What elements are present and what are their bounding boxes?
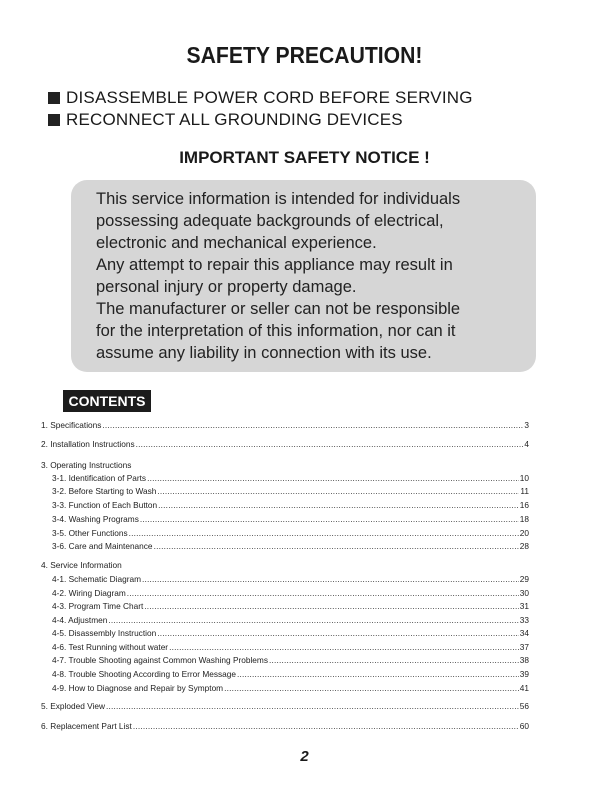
toc-entry[interactable]: 3-5. Other Functions ..... 20 <box>52 528 529 538</box>
warning-item <box>48 88 473 108</box>
notice-line: electronic and mechanical experience. <box>96 234 377 252</box>
notice-line: The manufacturer or seller can not be responsible <box>96 300 461 318</box>
toc-entry-exploded-view[interactable]: 5. Exploded View ..... 56 <box>41 701 529 711</box>
contents-heading: CONTENTS <box>63 390 151 412</box>
toc-entry[interactable]: 4-4. Adjustmen ..... 33 <box>52 615 529 625</box>
toc-section-operating[interactable]: 3. Operating Instructions <box>41 460 132 470</box>
notice-line: personal injury or property damage. <box>96 278 357 296</box>
toc-entry[interactable]: 4-8. Trouble Shooting According to Error Message ..... 39 <box>52 669 529 679</box>
square-bullet-icon <box>48 114 60 126</box>
notice-line: This service information is intended for individuals <box>96 190 461 208</box>
warning-text: DISASSEMBLE POWER CORD BEFORE SERVING <box>66 88 473 107</box>
toc-entry[interactable]: 4-7. Trouble Shooting against Common Washing Problems ..... 38 <box>52 655 529 665</box>
toc-entry-installation[interactable]: 2. Installation Instructions ..... 4 <box>41 439 529 449</box>
warning-item <box>48 110 403 130</box>
toc-section-service[interactable]: 4. Service Information <box>41 560 122 570</box>
toc-entry[interactable]: 4-6. Test Running without water ..... 37 <box>52 642 529 652</box>
toc-entry-replacement-parts[interactable]: 6. Replacement Part List ..... 60 <box>41 721 529 731</box>
toc-entry[interactable]: 3-3. Function of Each Button ..... 16 <box>52 500 529 510</box>
notice-title: IMPORTANT SAFETY NOTICE ! <box>179 148 430 167</box>
toc-entry[interactable]: 4-3. Program Time Chart ..... 31 <box>52 601 529 611</box>
toc-entry[interactable]: 4-9. How to Diagnose and Repair by Symptom ..... 41 <box>52 683 529 693</box>
toc-entry[interactable]: 3-1. Identification of Parts ..... 10 <box>52 473 529 483</box>
notice-line: for the interpretation of this information, nor can it <box>96 322 456 340</box>
page-number: 2 <box>300 748 309 765</box>
square-bullet-icon <box>48 92 60 104</box>
page-title: SAFETY PRECAUTION! <box>186 42 423 68</box>
toc-entry[interactable]: 4-5. Disassembly Instruction ..... 34 <box>52 628 529 638</box>
toc-entry[interactable]: 4-1. Schematic Diagram ..... 29 <box>52 574 529 584</box>
toc-entry-specifications[interactable]: 1. Specifications ..... 3 <box>41 420 529 430</box>
toc-entry[interactable]: 3-6. Care and Maintenance ..... 28 <box>52 541 529 551</box>
toc-entry[interactable]: 3-4. Washing Programs ..... 18 <box>52 514 529 524</box>
notice-line: possessing adequate backgrounds of electrical, <box>96 212 444 230</box>
toc-entry[interactable]: 3-2. Before Starting to Wash ..... 11 <box>52 486 529 496</box>
notice-line: assume any liability in connection with its use. <box>96 344 432 362</box>
warning-text: RECONNECT ALL GROUNDING DEVICES <box>66 110 403 129</box>
notice-line: Any attempt to repair this appliance may result in <box>96 256 453 274</box>
toc-entry[interactable]: 4-2. Wiring Diagram ..... 30 <box>52 588 529 598</box>
